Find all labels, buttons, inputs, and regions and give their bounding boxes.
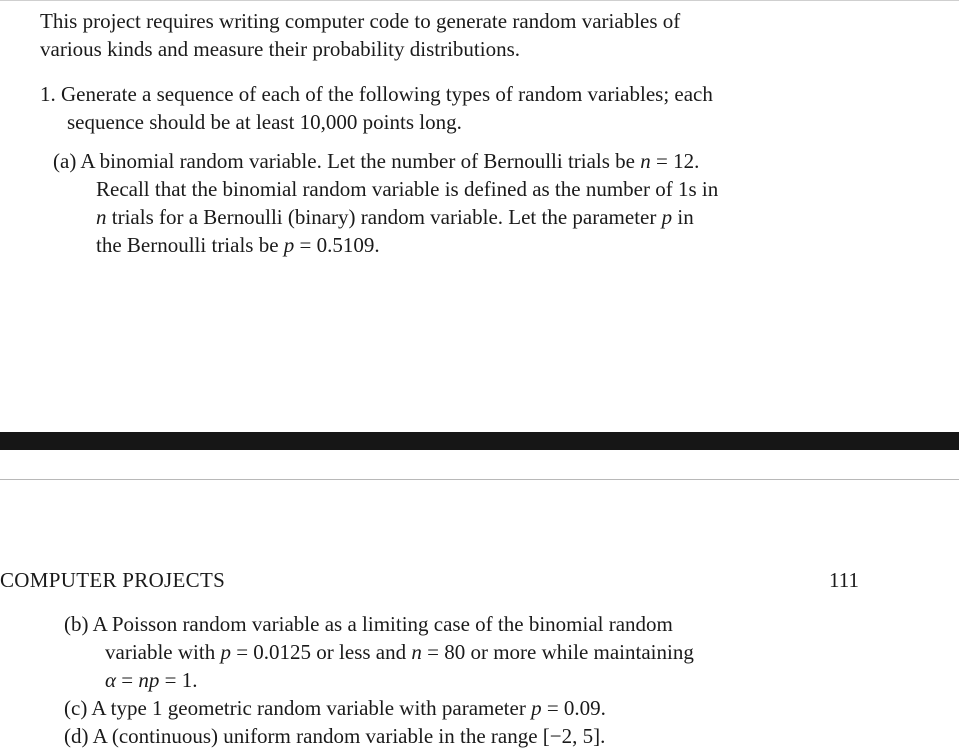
var-p: p (220, 640, 231, 664)
item-a-line-3-text: trials for a Bernoulli (binary) random variable. Let the parameter (106, 205, 662, 229)
item-1-line-2: sequence should be at least 10,000 points long. (67, 110, 462, 134)
item-b-line-2-mid: = 0.0125 or less and (230, 640, 412, 664)
page-header-rule (0, 479, 959, 480)
item-b-line-2-text: variable with (105, 640, 221, 664)
item-a-line-1 (53, 147, 699, 175)
item-a-line-4-text: the Bernoulli trials be (96, 233, 284, 257)
item-d-line: (d) A (continuous) uniform random variable in the range [−2, 5]. (64, 724, 606, 748)
item-b-line-1: (b) A Poisson random variable as a limiting case of the binomial random (64, 612, 673, 636)
item-b-line-3-end: = 1. (159, 668, 198, 692)
item-c-line (64, 694, 606, 722)
var-n: n (640, 149, 651, 173)
var-p: p (283, 233, 295, 257)
item-a-line-2: Recall that the binomial random variable is defined as the number of 1s in (96, 177, 719, 201)
var-n: n (411, 640, 422, 664)
var-p: p (661, 205, 673, 229)
item-b-line-3 (105, 666, 197, 694)
item-b-line-3-mid: = (116, 668, 139, 692)
item-b-line-2-end: = 80 or more while maintaining (421, 640, 694, 664)
running-header-title: COMPUTER PROJECTS (0, 568, 226, 592)
item-c-text: (c) A type 1 geometric random variable with parameter (64, 696, 532, 720)
item-a-line-3 (96, 203, 694, 231)
item-1-line-1: 1. Generate a sequence of each of the following types of random variables; each (40, 82, 713, 106)
item-a-line-3-end: in (672, 205, 694, 229)
item-a-line-1-text: (a) A binomial random variable. Let the number of Bernoulli trials be (53, 149, 641, 173)
intro-line-2: various kinds and measure their probability distributions. (40, 37, 521, 61)
page-top-border (0, 0, 959, 1)
item-c-end: = 0.09. (541, 696, 606, 720)
item-b-line-2 (105, 638, 694, 666)
item-a-line-4-end: = 0.5109. (294, 233, 380, 257)
intro-line-1: This project requires writing computer code to generate random variables of (40, 9, 681, 33)
page-separator-band (0, 432, 959, 450)
page-number: 111 (829, 568, 859, 592)
item-a-line-1-end: = 12. (650, 149, 700, 173)
var-alpha: α (105, 668, 117, 692)
item-a-line-4 (96, 231, 380, 259)
var-p: p (531, 696, 542, 720)
var-np: np (138, 668, 160, 692)
var-n: n (96, 205, 107, 229)
